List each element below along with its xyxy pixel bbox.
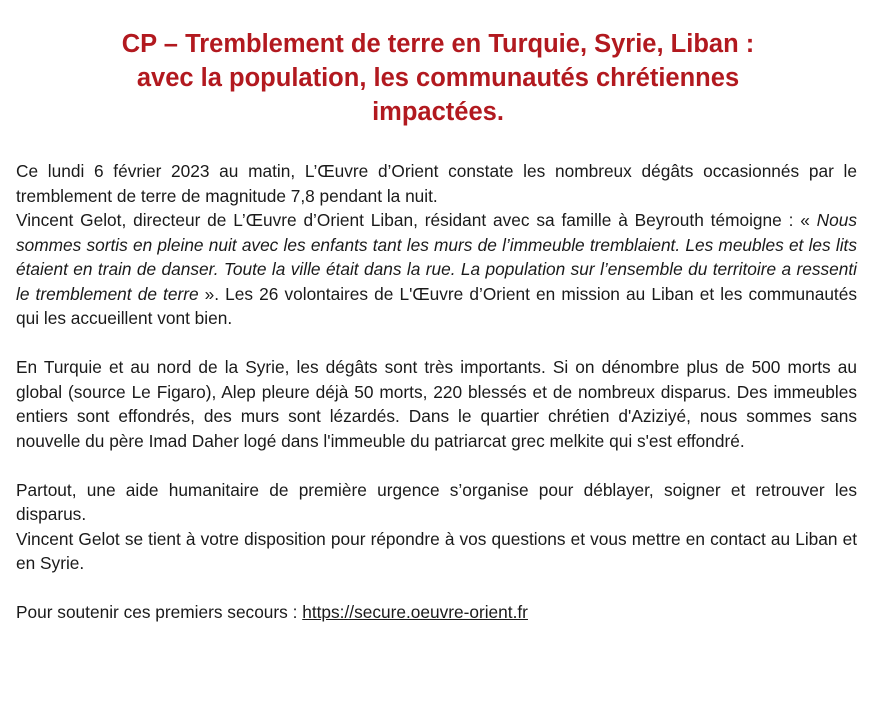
testimony-outro: ». Les 26 volontaires de L'Œuvre d’Orient en mission au Liban et les communautés qui les accueillent vont bien. [16,283,857,328]
press-release-title [20,27,856,129]
testimony-intro: Vincent Gelot, directeur de L’Œuvre d’Orient Liban, résidant avec sa famille à Beyrouth témoigne : « [16,210,817,230]
paragraph-support [16,600,857,625]
paragraph-intro [16,159,857,331]
press-release-body [16,159,857,625]
title-line-3: impactées. [372,98,504,126]
support-label: Pour soutenir ces premiers secours : [16,602,303,622]
paragraph-aid [16,478,857,576]
donation-link[interactable]: https://secure.oeuvre-orient.fr [302,602,528,622]
title-line-2: avec la population, les communautés chrétiennes [136,64,740,92]
contact-sentence: Vincent Gelot se tient à votre disposition pour répondre à vos questions et vous mettre en contact au Liban et en Syrie. [16,528,857,573]
paragraph-gap [16,453,857,478]
testimony-quote: Nous sommes sortis en pleine nuit avec les enfants tant les murs de l’immeuble tremblaient. Les meubles et les lits étaient en train de danser. Toute la ville était dans la rue. La population sur l’ensemble du territoire a ressenti le tremblement de terre [16,210,857,304]
paragraph-gap [16,331,857,356]
paragraph-damage: En Turquie et au nord de la Syrie, les dégâts sont très importants. Si on dénombre plus de 500 morts au global (source Le Figaro), Alep pleure déjà 50 morts, 220 blessés et de nombreux disparus. Des immeubles entiers sont effondrés, des murs sont lézardés. Dans le quartier chrétien d'Aziziyé, nous sommes sans nouvelle du père Imad Daher logé dans l'immeuble du patriarcat grec melkite qui s'est effondré. [16,357,857,451]
intro-sentence: Ce lundi 6 février 2023 au matin, L’Œuvre d’Orient constate les nombreux dégâts occasionnés par le tremblement de terre de magnitude 7,8 pendant la nuit. [16,161,857,206]
paragraph-gap [16,576,857,601]
title-line-1: CP – Tremblement de terre en Turquie, Syrie, Liban : [121,30,755,58]
aid-sentence: Partout, une aide humanitaire de première urgence s’organise pour déblayer, soigner et retrouver les disparus. [16,479,857,524]
